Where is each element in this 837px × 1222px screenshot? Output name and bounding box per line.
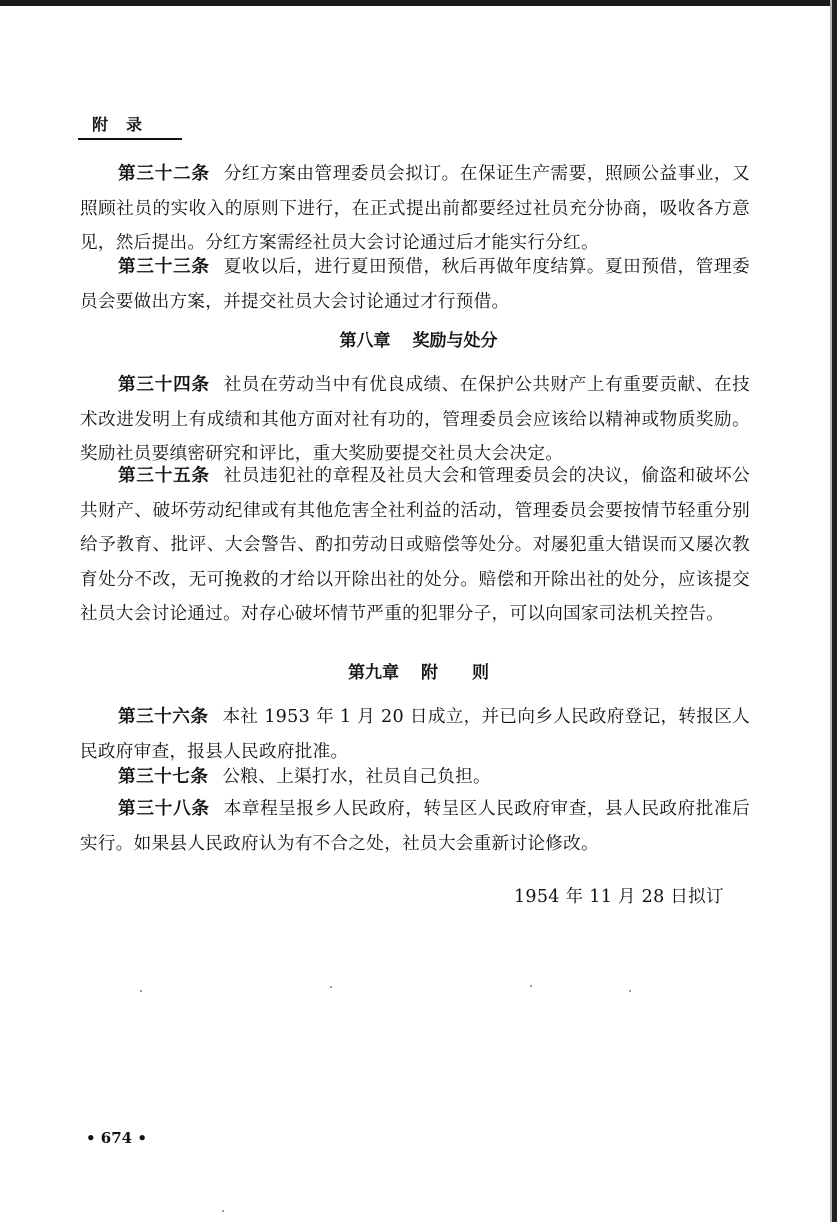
article-label: 第三十二条 — [118, 164, 210, 184]
article-text: 夏收以后，进行夏田预借，秋后再做年度结算。夏田预借，管理委员会要做出方案，并提交社员大会讨论通过才行预借。 — [80, 257, 750, 312]
scan-edge-right — [832, 0, 837, 1222]
article-label: 第三十四条 — [118, 375, 210, 395]
article-34 — [80, 368, 750, 472]
article-36 — [80, 700, 750, 769]
article-label: 第三十三条 — [118, 257, 210, 277]
article-38 — [80, 792, 750, 861]
scan-speck — [222, 1210, 224, 1212]
article-label: 第三十八条 — [118, 799, 210, 819]
chapter-number: 第九章 — [348, 663, 399, 683]
running-head-rule — [78, 138, 182, 140]
date-line: 1954 年 11 月 28 日拟订 — [514, 887, 724, 907]
article-text: 社员违犯社的章程及社员大会和管理委员会的决议，偷盗和破坏公共财产、破坏劳动纪律或有其他危害全社利益的活动，管理委员会要按情节轻重分别给予教育、批评、大会警告、酌扣劳动日或赔偿等处分。对屡犯重大错误而又屡次教育处分不改，无可挽救的才给以开除出社的处分。赔偿和开除出社的处分，应该提交社员大会讨论通过。对存心破坏情节严重的犯罪分子，可以向国家司法机关控告。 — [80, 466, 750, 624]
page-number: • 674 • — [86, 1129, 147, 1147]
article-label: 第三十七条 — [118, 767, 209, 787]
article-text: 社员在劳动当中有优良成绩、在保护公共财产上有重要贡献、在技术改进发明上有成绩和其他方面对社有功的，管理委员会应该给以精神或物质奖励。奖励社员要缜密研究和评比，重大奖励要提交社员大会决定。 — [80, 375, 750, 464]
scan-speck — [330, 986, 332, 988]
chapter-9-heading — [0, 661, 837, 685]
scan-edge-top — [0, 0, 837, 6]
chapter-number: 第八章 — [339, 331, 391, 351]
article-text: 本章程呈报乡人民政府，转呈区人民政府审查，县人民政府批准后实行。如果县人民政府认为有不合之处，社员大会重新讨论修改。 — [80, 799, 750, 854]
chapter-title: 附 则 — [421, 663, 489, 683]
article-text: 分红方案由管理委员会拟订。在保证生产需要，照顾公益事业，又照顾社员的实收入的原则下进行，在正式提出前都要经过社员充分协商，吸收各方意见，然后提出。分红方案需经社员大会讨论通过后才能实行分红。 — [80, 164, 750, 253]
article-35 — [80, 459, 750, 632]
chapter-title: 奖励与处分 — [412, 331, 498, 351]
article-label: 第三十五条 — [118, 466, 210, 486]
article-label: 第三十六条 — [118, 707, 209, 727]
article-33 — [80, 250, 750, 319]
article-32 — [80, 157, 750, 261]
running-head: 附录 — [92, 115, 161, 134]
scan-speck — [530, 985, 532, 987]
chapter-8-heading — [0, 329, 837, 353]
article-text: 公粮、上渠打水，社员自己负担。 — [222, 767, 491, 787]
scan-speck — [140, 990, 142, 992]
article-37 — [80, 760, 750, 795]
article-text: 本社 1953 年 1 月 20 日成立，并已向乡人民政府登记，转报区人民政府审查，报县人民政府批准。 — [80, 707, 750, 762]
scan-speck — [629, 990, 631, 992]
